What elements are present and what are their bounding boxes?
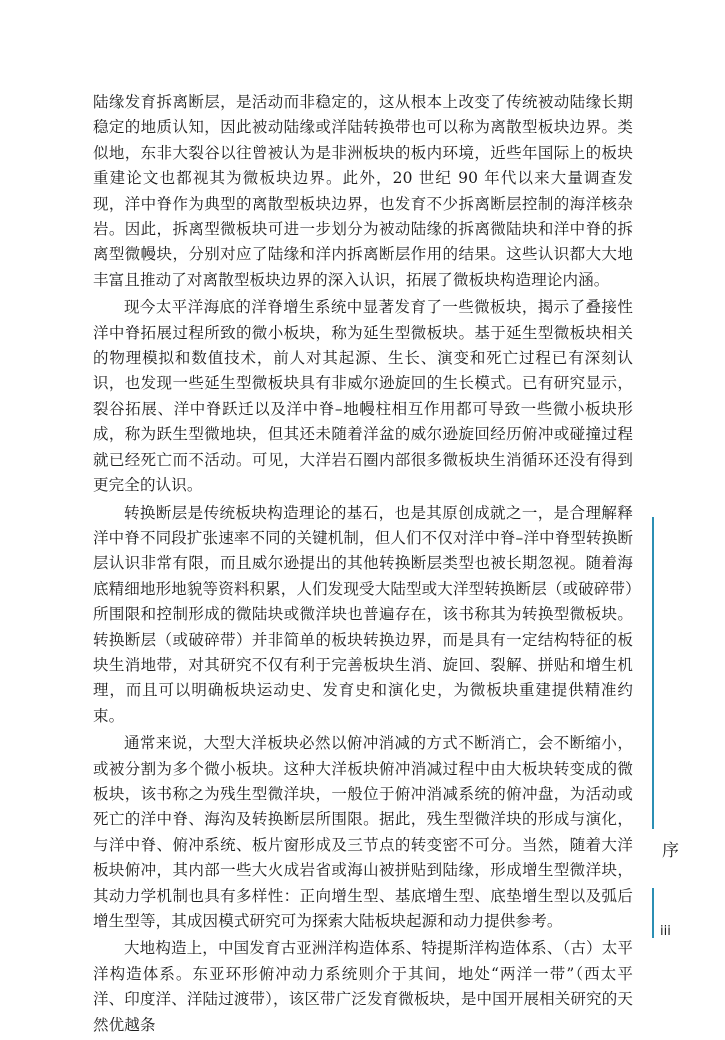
paragraph-5: 大地构造上，中国发育古亚洲洋构造体系、特提斯洋构造体系、（古）太平洋构造体系。东亚环形俯冲动力系统则介于其间，地处“两洋一带”（西太平洋、印度洋、洋陆过渡带），该区带广泛发育微板块，是中国开展相关研究的天然优越条 [93, 939, 634, 1034]
paragraph-4: 通常来说，大型大洋板块必然以俯冲消减的方式不断消亡，会不断缩小，或被分割为多个微小板块。这种大洋板块俯冲消减过程中由大板块转变成的微板块，该书称之为残生型微洋块，一般位于俯冲消减系统的俯冲盘，为活动或死亡的洋中脊、海沟及转换断层所围限。据此，残生型微洋块的形成与演化，与洋中脊、俯冲系统、板片窗形成及三节点的转变密不可分。当然，随着大洋板块俯冲，其内部一些大火成岩省或海山被拼贴到陆缘，形成增生型微洋块，其动力学机制也具有多样性：正向增生型、基底增生型、底垫增生型以及弧后增生型等，其成因模式研究可为探索大陆板块起源和动力提供参考。 [93, 734, 633, 930]
paragraph-3: 转换断层是传统板块构造理论的基石，也是其原创成就之一，是合理解释洋中脊不同段扩张速率不同的关键机制，但人们不仅对洋中脊–洋中脊型转换断层认识非常有限，而且威尔逊提出的其他转换断层类型也被长期忽视。随着海底精细地形地貌等资料积累，人们发现受大陆型或大洋型转换断层（或破碎带）所围限和控制形成的微陆块或微洋块也普遍存在，该书称其为转换型微板块。转换断层（或破碎带）并非简单的板块转换边界，而是具有一定结构特征的板块生消地带，对其研究不仅有利于完善板块生消、旋回、裂解、拼贴和增生机理，而且可以明确板块运动史、发育史和演化史，为微板块重建提供精准约束。 [93, 503, 634, 725]
section-label: 序 [662, 841, 679, 861]
page-number: iii [660, 924, 671, 939]
body-text [93, 90, 633, 1040]
margin-rule-lower [652, 888, 654, 938]
paragraph-2: 现今太平洋海底的洋脊增生系统中显著发育了一些微板块，揭示了叠接性洋中脊拓展过程所致的微小板块，称为延生型微板块。基于延生型微板块相关的物理模拟和数值技术，前人对其起源、生长、演变和死亡过程已有深刻认识，也发现一些延生型微板块具有非威尔逊旋回的生长模式。已有研究显示，裂谷拓展、洋中脊跃迁以及洋中脊–地幔柱相互作用都可导致一些微小板块形成，称为跃生型微地块，但其还未随着洋盆的威尔逊旋回经历俯冲或碰撞过程就已经死亡而不活动。可见，大洋岩石圈内部很多微板块生消循环还没有得到更完全的认识。 [93, 298, 633, 495]
margin-rule-upper [652, 517, 654, 829]
paragraph-1: 陆缘发育拆离断层，是活动而非稳定的，这从根本上改变了传统被动陆缘长期稳定的地质认知，因此被动陆缘或洋陆转换带也可以称为离散型板块边界。类似地，东非大裂谷以往曾被认为是非洲板块的板内环境，近些年国际上的板块重建论文也都视其为微板块边界。此外，20 世纪 90 年代以来大量调查发现，洋中脊作为典型的离散型板块边界，也发育不少拆离断层控制的海洋核杂岩。因此，拆离型微板块可进一步划分为被动陆缘的拆离微陆块和洋中脊的拆离型微幔块，分别对应了陆缘和洋内拆离断层作用的结果。这些认识都大大地丰富且推动了对离散型板块边界的深入认识，拓展了微板块构造理论内涵。 [93, 93, 633, 289]
